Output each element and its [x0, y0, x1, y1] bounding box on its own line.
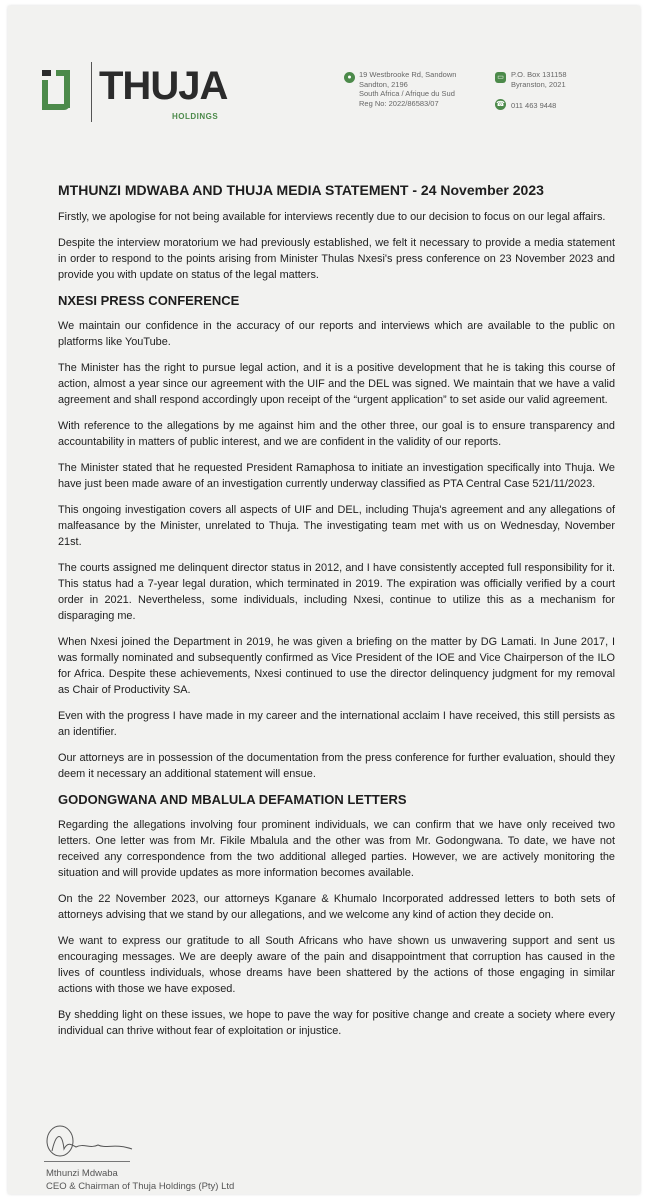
section-heading: GODONGWANA AND MBALULA DEFAMATION LETTERS	[58, 792, 407, 807]
paragraph: Firstly, we apologise for not being available for interviews recently due to our decision to focus on our legal affairs.	[58, 211, 606, 223]
paragraph: With reference to the allegations by me against him and the other three, our goal is to ensure transparency and accountability in matters of public interest, and we are confident in the validity of our reports.	[58, 420, 615, 448]
paragraph: On the 22 November 2023, our attorneys Kganare & Khumalo Incorporated addressed letters to both sets of attorneys advising that we stand by our allegations, and we welcome any kind of action they decide on.	[58, 893, 615, 921]
logo-divider	[91, 62, 92, 122]
paragraph: We maintain our confidence in the accuracy of our reports and interviews which are available to the public on platforms like YouTube.	[58, 320, 615, 348]
paragraph: By shedding light on these issues, we hope to pave the way for positive change and create a society where every individual can thrive without fear of exploitation or injustice.	[58, 1009, 615, 1037]
logo-mark-icon	[42, 70, 76, 110]
signatory-role: CEO & Chairman of Thuja Holdings (Pty) Ltd	[46, 1181, 235, 1192]
signatory	[46, 1167, 234, 1193]
po-box-line: P.O. Box 131158	[511, 70, 567, 79]
paragraph: Regarding the allegations involving four prominent individuals, we can confirm that we have only received two letters. One letter was from Mr. Fikile Mbalula and the other was from Mr. Godongwana. To date, we have not received any correspondence from the two additional alleged parties. However, we are actively monitoring the situation and will provide updates as more information becomes available.	[58, 819, 615, 879]
statement-title: MTHUNZI MDWABA AND THUJA MEDIA STATEMENT - 24 November 2023	[58, 182, 544, 198]
address-line: Reg No: 2022/86583/07	[359, 98, 439, 108]
brand-subtitle: HOLDINGS	[172, 112, 219, 121]
section-heading: NXESI PRESS CONFERENCE	[58, 293, 240, 308]
handwritten-signature	[44, 1123, 134, 1159]
paragraph: Even with the progress I have made in my career and the international acclaim I have received, this still persists as an identifier.	[58, 710, 615, 738]
address-line: South Africa / Afrique du Sud	[359, 89, 455, 98]
paragraph: When Nxesi joined the Department in 2019, he was given a briefing on the matter by DG Lamati. In June 2017, I was formally nominated and subsequently confirmed as Vice President of the IOE and Vice Chairperson of the ILO for Africa. Despite these achievements, Nxesi continued to use the director delinquency judgment for my removal as Chair of Productivity SA.	[58, 636, 615, 696]
statement-body	[58, 182, 615, 1049]
address-line: 19 Westbrooke Rd, Sandown	[359, 70, 457, 79]
signature-line	[44, 1161, 130, 1162]
document-page	[8, 6, 640, 1194]
paragraph: This ongoing investigation covers all aspects of UIF and DEL, including Thuja's agreement and any allegations of malfeasance by the Minister, unrelated to Thuja. The investigating team met with us on Wednesday, November 21st.	[58, 504, 615, 548]
paragraph: Our attorneys are in possession of the documentation from the press conference for further evaluation, should they deem it necessary an additional statement will ensue.	[58, 752, 615, 780]
paragraph: The Minister has the right to pursue legal action, and it is a positive development that he is taking this course of action, almost a year since our agreement with the UIF and the DEL was signed. We maintain that we have a valid agreement and shall respond accordingly upon receipt of the “urgent application” to set aside our valid agreement.	[58, 362, 615, 406]
location-pin-icon: ●	[344, 72, 355, 83]
signatory-name: Mthunzi Mdwaba	[46, 1168, 118, 1179]
po-box-line: Byranston, 2021	[511, 79, 566, 89]
brand-name: THUJA	[99, 64, 228, 108]
address-block	[359, 70, 456, 108]
mailbox-icon: ▭	[495, 72, 506, 83]
address-line: Sandton, 2196	[359, 79, 408, 89]
po-box-block	[511, 70, 567, 89]
paragraph: The courts assigned me delinquent director status in 2012, and I have consistently accepted full responsibility for it. This status had a 7-year legal duration, which terminated in 2019. The expiration was officially verified by a court order in 2021. Nevertheless, some individuals, including Nxesi, continue to utilize this as a mechanism for disparaging me.	[58, 562, 615, 622]
phone-number: 011 463 9448	[511, 101, 557, 110]
paragraph: Despite the interview moratorium we had previously established, we felt it necessary to provide a media statement in order to respond to the points arising from Minister Thulas Nxesi's press conference on 23 November 2023 and provide you with update on status of the legal matters.	[58, 237, 615, 281]
phone-icon: ☎	[496, 101, 505, 108]
paragraph: We want to express our gratitude to all South Africans who have shown us unwavering support and sent us encouraging messages. We are deeply aware of the pain and disappointment that corruption has caused in the lives of countless individuals, whose dreams have been shattered by the actions of those engaging in similar actions with those we have exposed.	[58, 935, 615, 995]
paragraph: The Minister stated that he requested President Ramaphosa to initiate an investigation specifically into Thuja. We have just been made aware of an investigation currently underway classified as PTA Central Case 521/11/2023.	[58, 462, 615, 490]
